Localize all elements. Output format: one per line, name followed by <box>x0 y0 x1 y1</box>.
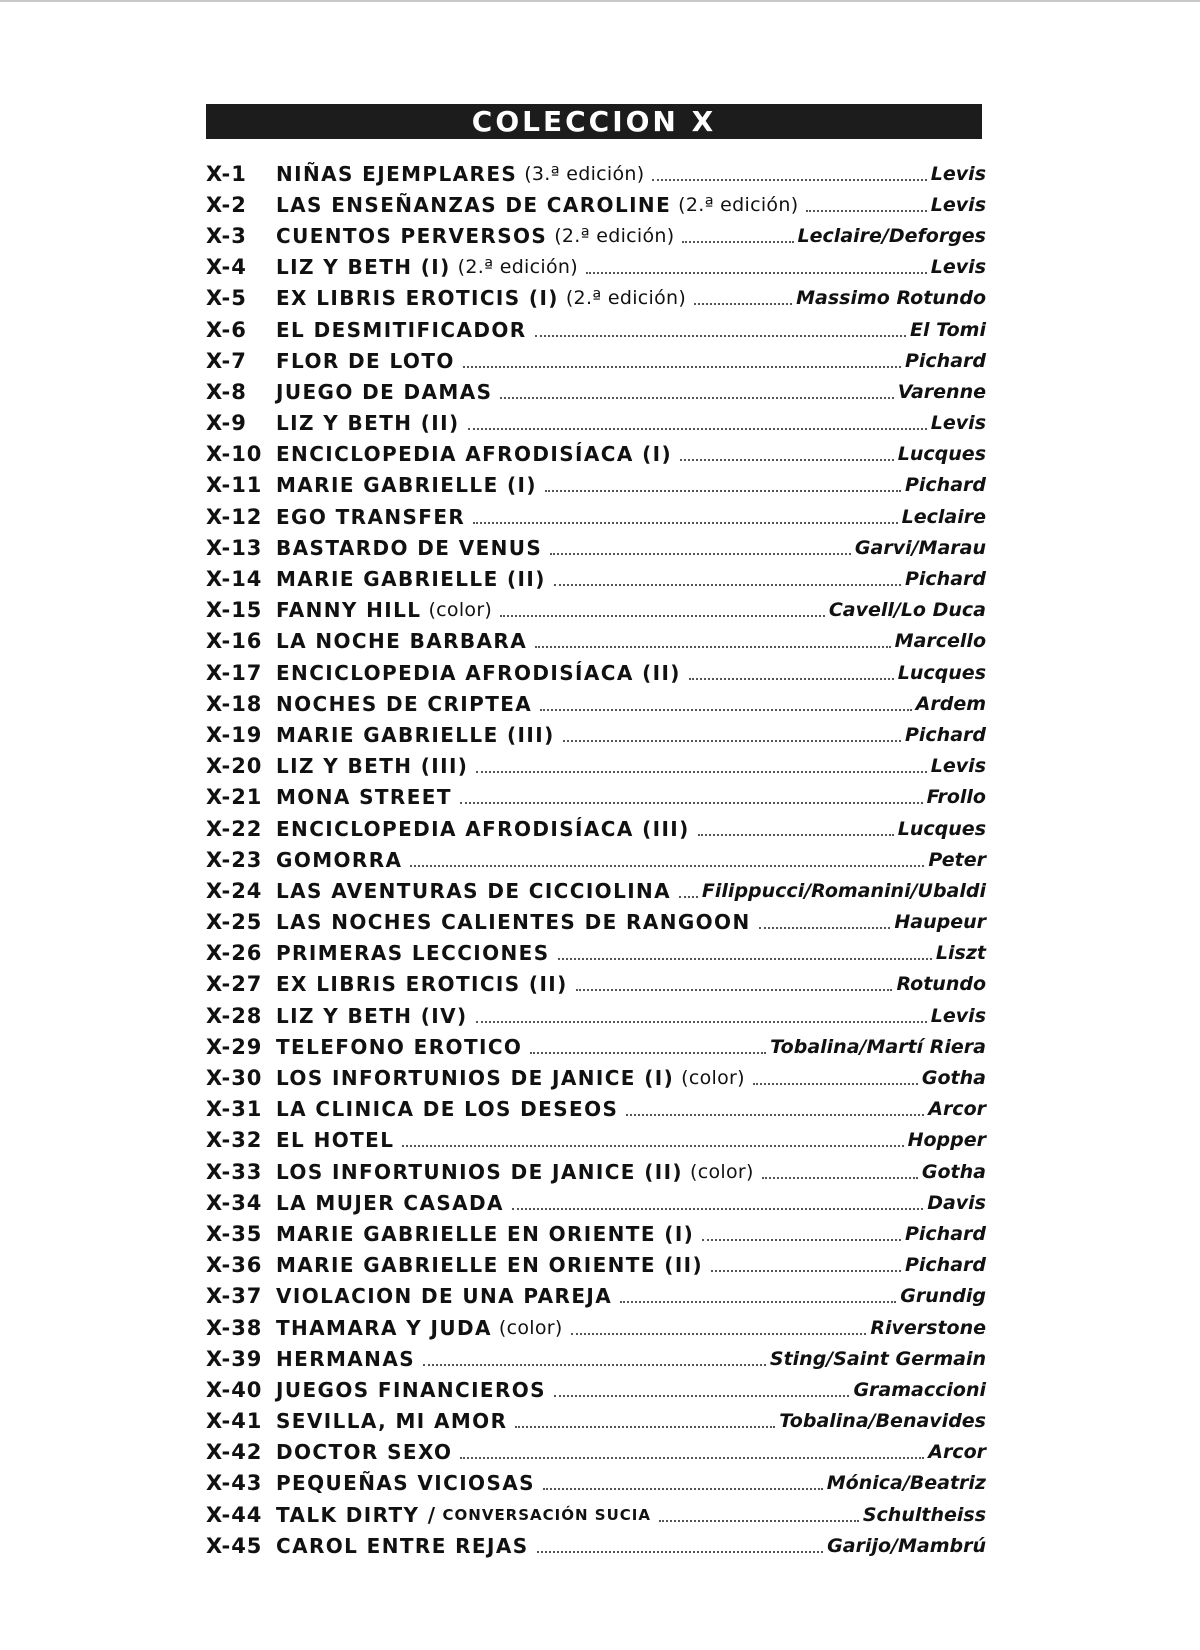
entry-title: EX LIBRIS EROTICIS (II) <box>276 972 568 997</box>
catalog-entry <box>206 969 986 1000</box>
entry-author: Gotha <box>921 1160 986 1183</box>
dot-leader <box>535 335 906 337</box>
entry-title: FANNY HILL <box>276 598 422 623</box>
dot-leader <box>540 709 911 711</box>
entry-code: X-17 <box>206 660 263 685</box>
catalog-entry <box>206 1094 986 1125</box>
entry-title: MARIE GABRIELLE (I) <box>276 473 537 498</box>
entry-title: JUEGOS FINANCIEROS <box>276 1377 546 1402</box>
entry-title: LA NOCHE BARBARA <box>276 629 528 654</box>
entry-code: X-4 <box>206 255 247 280</box>
catalog-entry <box>206 314 986 345</box>
dot-leader <box>463 366 901 368</box>
entry-code: X-42 <box>206 1440 263 1465</box>
catalog-entry <box>206 1343 986 1374</box>
catalog-entry <box>206 283 986 314</box>
entry-title: DOCTOR SEXO <box>276 1440 453 1465</box>
entry-title: ENCICLOPEDIA AFRODISÍACA (III) <box>276 816 690 841</box>
dot-leader <box>535 646 891 648</box>
catalog-entry <box>206 1468 986 1499</box>
dot-leader <box>558 958 932 960</box>
entry-title: PEQUEÑAS VICIOSAS <box>276 1471 535 1496</box>
entry-author: Gramaccioni <box>853 1378 986 1401</box>
catalog-entry <box>206 1031 986 1062</box>
entry-code: X-16 <box>206 629 263 654</box>
catalog-entry <box>206 1374 986 1405</box>
entry-title: EX LIBRIS EROTICIS (I) <box>276 286 559 311</box>
catalog-entry <box>206 1406 986 1437</box>
entry-code: X-45 <box>206 1533 263 1558</box>
dot-leader <box>571 1333 867 1335</box>
entry-code: X-44 <box>206 1502 263 1527</box>
dot-leader <box>762 1177 918 1179</box>
entry-title: PRIMERAS LECCIONES <box>276 941 550 966</box>
entry-title: SEVILLA, MI AMOR <box>276 1409 508 1434</box>
dot-leader <box>530 1052 766 1054</box>
catalog-entry <box>206 1530 986 1561</box>
dot-leader <box>576 989 893 991</box>
dot-leader <box>476 771 926 773</box>
entry-author: Lucques <box>897 817 986 840</box>
catalog-entry <box>206 782 986 813</box>
entry-note: CONVERSACIÓN SUCIA <box>442 1505 651 1524</box>
entry-author: Levis <box>930 755 986 778</box>
entry-code: X-20 <box>206 754 263 779</box>
entry-code: X-37 <box>206 1284 263 1309</box>
entry-code: X-31 <box>206 1097 263 1122</box>
dot-leader <box>543 1488 823 1490</box>
catalog-entry <box>206 1437 986 1468</box>
entry-title: ENCICLOPEDIA AFRODISÍACA (I) <box>276 442 672 467</box>
entry-author: Massimo Rotundo <box>796 287 986 310</box>
entry-title: NIÑAS EJEMPLARES <box>276 161 518 186</box>
entry-code: X-41 <box>206 1409 263 1434</box>
entry-code: X-9 <box>206 411 247 436</box>
entry-title: JUEGO DE DAMAS <box>276 379 493 404</box>
catalog-entry <box>206 719 986 750</box>
entry-title: TALK DIRTY / <box>276 1502 437 1527</box>
entry-code: X-33 <box>206 1159 263 1184</box>
entry-title: EL DESMITIFICADOR <box>276 317 527 342</box>
entry-author: Garvi/Marau <box>854 536 986 559</box>
dot-leader <box>698 834 894 836</box>
dot-leader <box>652 179 926 181</box>
entry-code: X-10 <box>206 442 263 467</box>
entry-author: Cavell/Lo Duca <box>828 599 986 622</box>
entry-author: Lucques <box>897 661 986 684</box>
dot-leader <box>423 1364 766 1366</box>
entry-title: LIZ Y BETH (I) <box>276 255 451 280</box>
entry-author: Frollo <box>926 786 986 809</box>
entry-title: LA CLINICA DE LOS DESEOS <box>276 1097 619 1122</box>
entry-title: MONA STREET <box>276 785 452 810</box>
catalog-entry <box>206 751 986 782</box>
entry-author: Tobalina/Benavides <box>779 1410 986 1433</box>
catalog-entry <box>206 1156 986 1187</box>
dot-leader <box>711 1270 901 1272</box>
entry-code: X-35 <box>206 1221 263 1246</box>
entry-title: ENCICLOPEDIA AFRODISÍACA (II) <box>276 660 681 685</box>
entry-author: Filippucci/Romanini/Ubaldi <box>701 879 986 902</box>
dot-leader <box>515 1426 775 1428</box>
catalog-entry <box>206 1312 986 1343</box>
entry-title: GOMORRA <box>276 847 403 872</box>
entry-code: X-30 <box>206 1066 263 1091</box>
entry-title: LIZ Y BETH (IV) <box>276 1003 468 1028</box>
dot-leader <box>626 1114 924 1116</box>
entry-author: Arcor <box>928 1098 986 1121</box>
entry-code: X-13 <box>206 535 263 560</box>
entry-code: X-27 <box>206 972 263 997</box>
entry-author: Rotundo <box>896 973 986 996</box>
dot-leader <box>545 490 901 492</box>
entry-code: X-7 <box>206 348 247 373</box>
entry-code: X-21 <box>206 785 263 810</box>
entry-code: X-24 <box>206 878 263 903</box>
entry-author: Leclaire <box>901 505 986 528</box>
entry-note: (2.ª edición) <box>565 287 687 310</box>
entry-code: X-5 <box>206 286 247 311</box>
dot-leader <box>460 802 923 804</box>
dot-leader <box>468 428 927 430</box>
entry-code: X-19 <box>206 722 263 747</box>
entry-title: MARIE GABRIELLE (III) <box>276 722 555 747</box>
entry-author: Lucques <box>897 443 986 466</box>
catalog-entry <box>206 595 986 626</box>
entry-code: X-15 <box>206 598 263 623</box>
catalog-entry <box>206 532 986 563</box>
dot-leader <box>476 1021 927 1023</box>
dot-leader <box>759 927 891 929</box>
entry-title: TELEFONO EROTICO <box>276 1034 523 1059</box>
dot-leader <box>554 1395 849 1397</box>
catalog-list <box>206 158 986 1561</box>
catalog-entry <box>206 1062 986 1093</box>
entry-author: Riverstone <box>870 1316 986 1339</box>
entry-title: LAS AVENTURAS DE CICCIOLINA <box>276 878 672 903</box>
entry-note: (color) <box>498 1316 563 1339</box>
entry-code: X-36 <box>206 1253 263 1278</box>
entry-note: (color) <box>689 1160 754 1183</box>
entry-title: BASTARDO DE VENUS <box>276 535 543 560</box>
entry-author: Leclaire/Deforges <box>797 224 986 247</box>
catalog-entry <box>206 1218 986 1249</box>
entry-title: CAROL ENTRE REJAS <box>276 1533 529 1558</box>
entry-code: X-28 <box>206 1003 263 1028</box>
entry-note: (color) <box>428 599 493 622</box>
entry-author: Pichard <box>904 1254 986 1277</box>
entry-author: Tobalina/Martí Riera <box>770 1035 986 1058</box>
entry-note: (2.ª edición) <box>457 256 578 279</box>
dot-leader <box>500 615 825 617</box>
entry-author: Marcello <box>894 630 986 653</box>
dot-leader <box>620 1301 896 1303</box>
catalog-entry <box>206 813 986 844</box>
entry-code: X-14 <box>206 567 263 592</box>
entry-note: (2.ª edición) <box>678 193 799 216</box>
entry-code: X-43 <box>206 1471 263 1496</box>
catalog-entry <box>206 1125 986 1156</box>
entry-author: Garijo/Mambrú <box>827 1534 986 1557</box>
entry-title: HERMANAS <box>276 1346 416 1371</box>
entry-title: EL HOTEL <box>276 1128 395 1153</box>
catalog-entry <box>206 189 986 220</box>
entry-title: LOS INFORTUNIOS DE JANICE (II) <box>276 1159 683 1184</box>
entry-code: X-38 <box>206 1315 263 1340</box>
entry-code: X-34 <box>206 1190 263 1215</box>
entry-author: Hopper <box>907 1129 986 1152</box>
entry-title: VIOLACION DE UNA PAREJA <box>276 1284 613 1309</box>
entry-author: Sting/Saint Germain <box>769 1347 986 1370</box>
catalog-entry <box>206 1187 986 1218</box>
entry-code: X-18 <box>206 691 263 716</box>
entry-note: (2.ª edición) <box>554 224 675 247</box>
dot-leader <box>682 241 793 243</box>
entry-author: Schultheiss <box>862 1503 986 1526</box>
entry-title: LAS ENSEÑANZAS DE CAROLINE <box>276 192 672 217</box>
dot-leader <box>753 1083 918 1085</box>
entry-code: X-12 <box>206 504 263 529</box>
entry-code: X-1 <box>206 161 247 186</box>
entry-code: X-29 <box>206 1034 263 1059</box>
dot-leader <box>806 210 926 212</box>
entry-title: THAMARA Y JUDA <box>276 1315 492 1340</box>
entry-author: Davis <box>927 1191 986 1214</box>
catalog-entry <box>206 875 986 906</box>
entry-author: Levis <box>930 1004 986 1027</box>
entry-author: Pichard <box>904 568 986 591</box>
dot-leader <box>563 740 901 742</box>
catalog-entry <box>206 408 986 439</box>
entry-author: Mónica/Beatriz <box>826 1472 986 1495</box>
entry-title: CUENTOS PERVERSOS <box>276 223 548 248</box>
entry-title: LIZ Y BETH (II) <box>276 411 460 436</box>
entry-code: X-40 <box>206 1377 263 1402</box>
catalog-entry <box>206 907 986 938</box>
dot-leader <box>537 1551 824 1553</box>
entry-author: El Tomi <box>910 318 986 341</box>
entry-code: X-23 <box>206 847 263 872</box>
catalog-entry <box>206 563 986 594</box>
collection-title: COLECCION X <box>471 105 717 138</box>
entry-author: Levis <box>930 412 986 435</box>
entry-author: Haupeur <box>894 911 986 934</box>
entry-author: Pichard <box>904 349 986 372</box>
dot-leader <box>512 1208 923 1210</box>
catalog-entry <box>206 1250 986 1281</box>
dot-leader <box>659 1520 859 1522</box>
catalog-entry <box>206 376 986 407</box>
entry-title: MARIE GABRIELLE EN ORIENTE (I) <box>276 1221 695 1246</box>
entry-code: X-22 <box>206 816 263 841</box>
catalog-entry <box>206 252 986 283</box>
entry-title: FLOR DE LOTO <box>276 348 455 373</box>
dot-leader <box>702 1239 901 1241</box>
dot-leader <box>554 584 901 586</box>
entry-code: X-2 <box>206 192 247 217</box>
entry-author: Liszt <box>935 942 986 965</box>
catalog-entry <box>206 158 986 189</box>
entry-note: (3.ª edición) <box>524 162 645 185</box>
entry-author: Pichard <box>904 474 986 497</box>
entry-author: Gotha <box>921 1067 986 1090</box>
entry-title: NOCHES DE CRIPTEA <box>276 691 533 716</box>
catalog-entry <box>206 501 986 532</box>
catalog-entry <box>206 844 986 875</box>
dot-leader <box>550 553 851 555</box>
catalog-entry <box>206 439 986 470</box>
dot-leader <box>410 865 924 867</box>
dot-leader <box>679 896 698 898</box>
entry-code: X-25 <box>206 910 263 935</box>
entry-title: MARIE GABRIELLE EN ORIENTE (II) <box>276 1253 704 1278</box>
entry-code: X-6 <box>206 317 247 342</box>
entry-code: X-39 <box>206 1346 263 1371</box>
entry-title: LAS NOCHES CALIENTES DE RANGOON <box>276 910 751 935</box>
entry-code: X-8 <box>206 379 247 404</box>
entry-note: (color) <box>681 1067 745 1090</box>
entry-code: X-26 <box>206 941 263 966</box>
entry-author: Levis <box>930 162 986 185</box>
catalog-entry <box>206 1499 986 1530</box>
catalog-entry <box>206 1000 986 1031</box>
entry-author: Peter <box>928 848 986 871</box>
entry-author: Varenne <box>897 380 986 403</box>
dot-leader <box>402 1145 903 1147</box>
dot-leader <box>500 397 893 399</box>
catalog-entry <box>206 220 986 251</box>
entry-title: EGO TRANSFER <box>276 504 466 529</box>
entry-title: LA MUJER CASADA <box>276 1190 504 1215</box>
catalog-entry <box>206 1281 986 1312</box>
catalog-entry <box>206 688 986 719</box>
entry-author: Levis <box>930 256 986 279</box>
dot-leader <box>680 459 894 461</box>
dot-leader <box>689 678 894 680</box>
collection-header <box>206 104 982 139</box>
entry-code: X-11 <box>206 473 263 498</box>
entry-author: Pichard <box>904 723 986 746</box>
entry-author: Ardem <box>915 692 986 715</box>
page-edge <box>0 0 1200 2</box>
dot-leader <box>694 303 792 305</box>
dot-leader <box>586 272 927 274</box>
catalog-entry <box>206 345 986 376</box>
entry-author: Grundig <box>900 1285 986 1308</box>
catalog-entry <box>206 626 986 657</box>
entry-title: MARIE GABRIELLE (II) <box>276 567 546 592</box>
entry-author: Levis <box>930 193 986 216</box>
entry-title: LIZ Y BETH (III) <box>276 754 469 779</box>
entry-code: X-32 <box>206 1128 263 1153</box>
entry-code: X-3 <box>206 223 247 248</box>
entry-author: Pichard <box>904 1222 986 1245</box>
entry-title: LOS INFORTUNIOS DE JANICE (I) <box>276 1066 675 1091</box>
dot-leader <box>473 522 897 524</box>
catalog-entry <box>206 938 986 969</box>
catalog-entry <box>206 657 986 688</box>
entry-author: Arcor <box>928 1441 986 1464</box>
catalog-entry <box>206 470 986 501</box>
dot-leader <box>460 1457 924 1459</box>
